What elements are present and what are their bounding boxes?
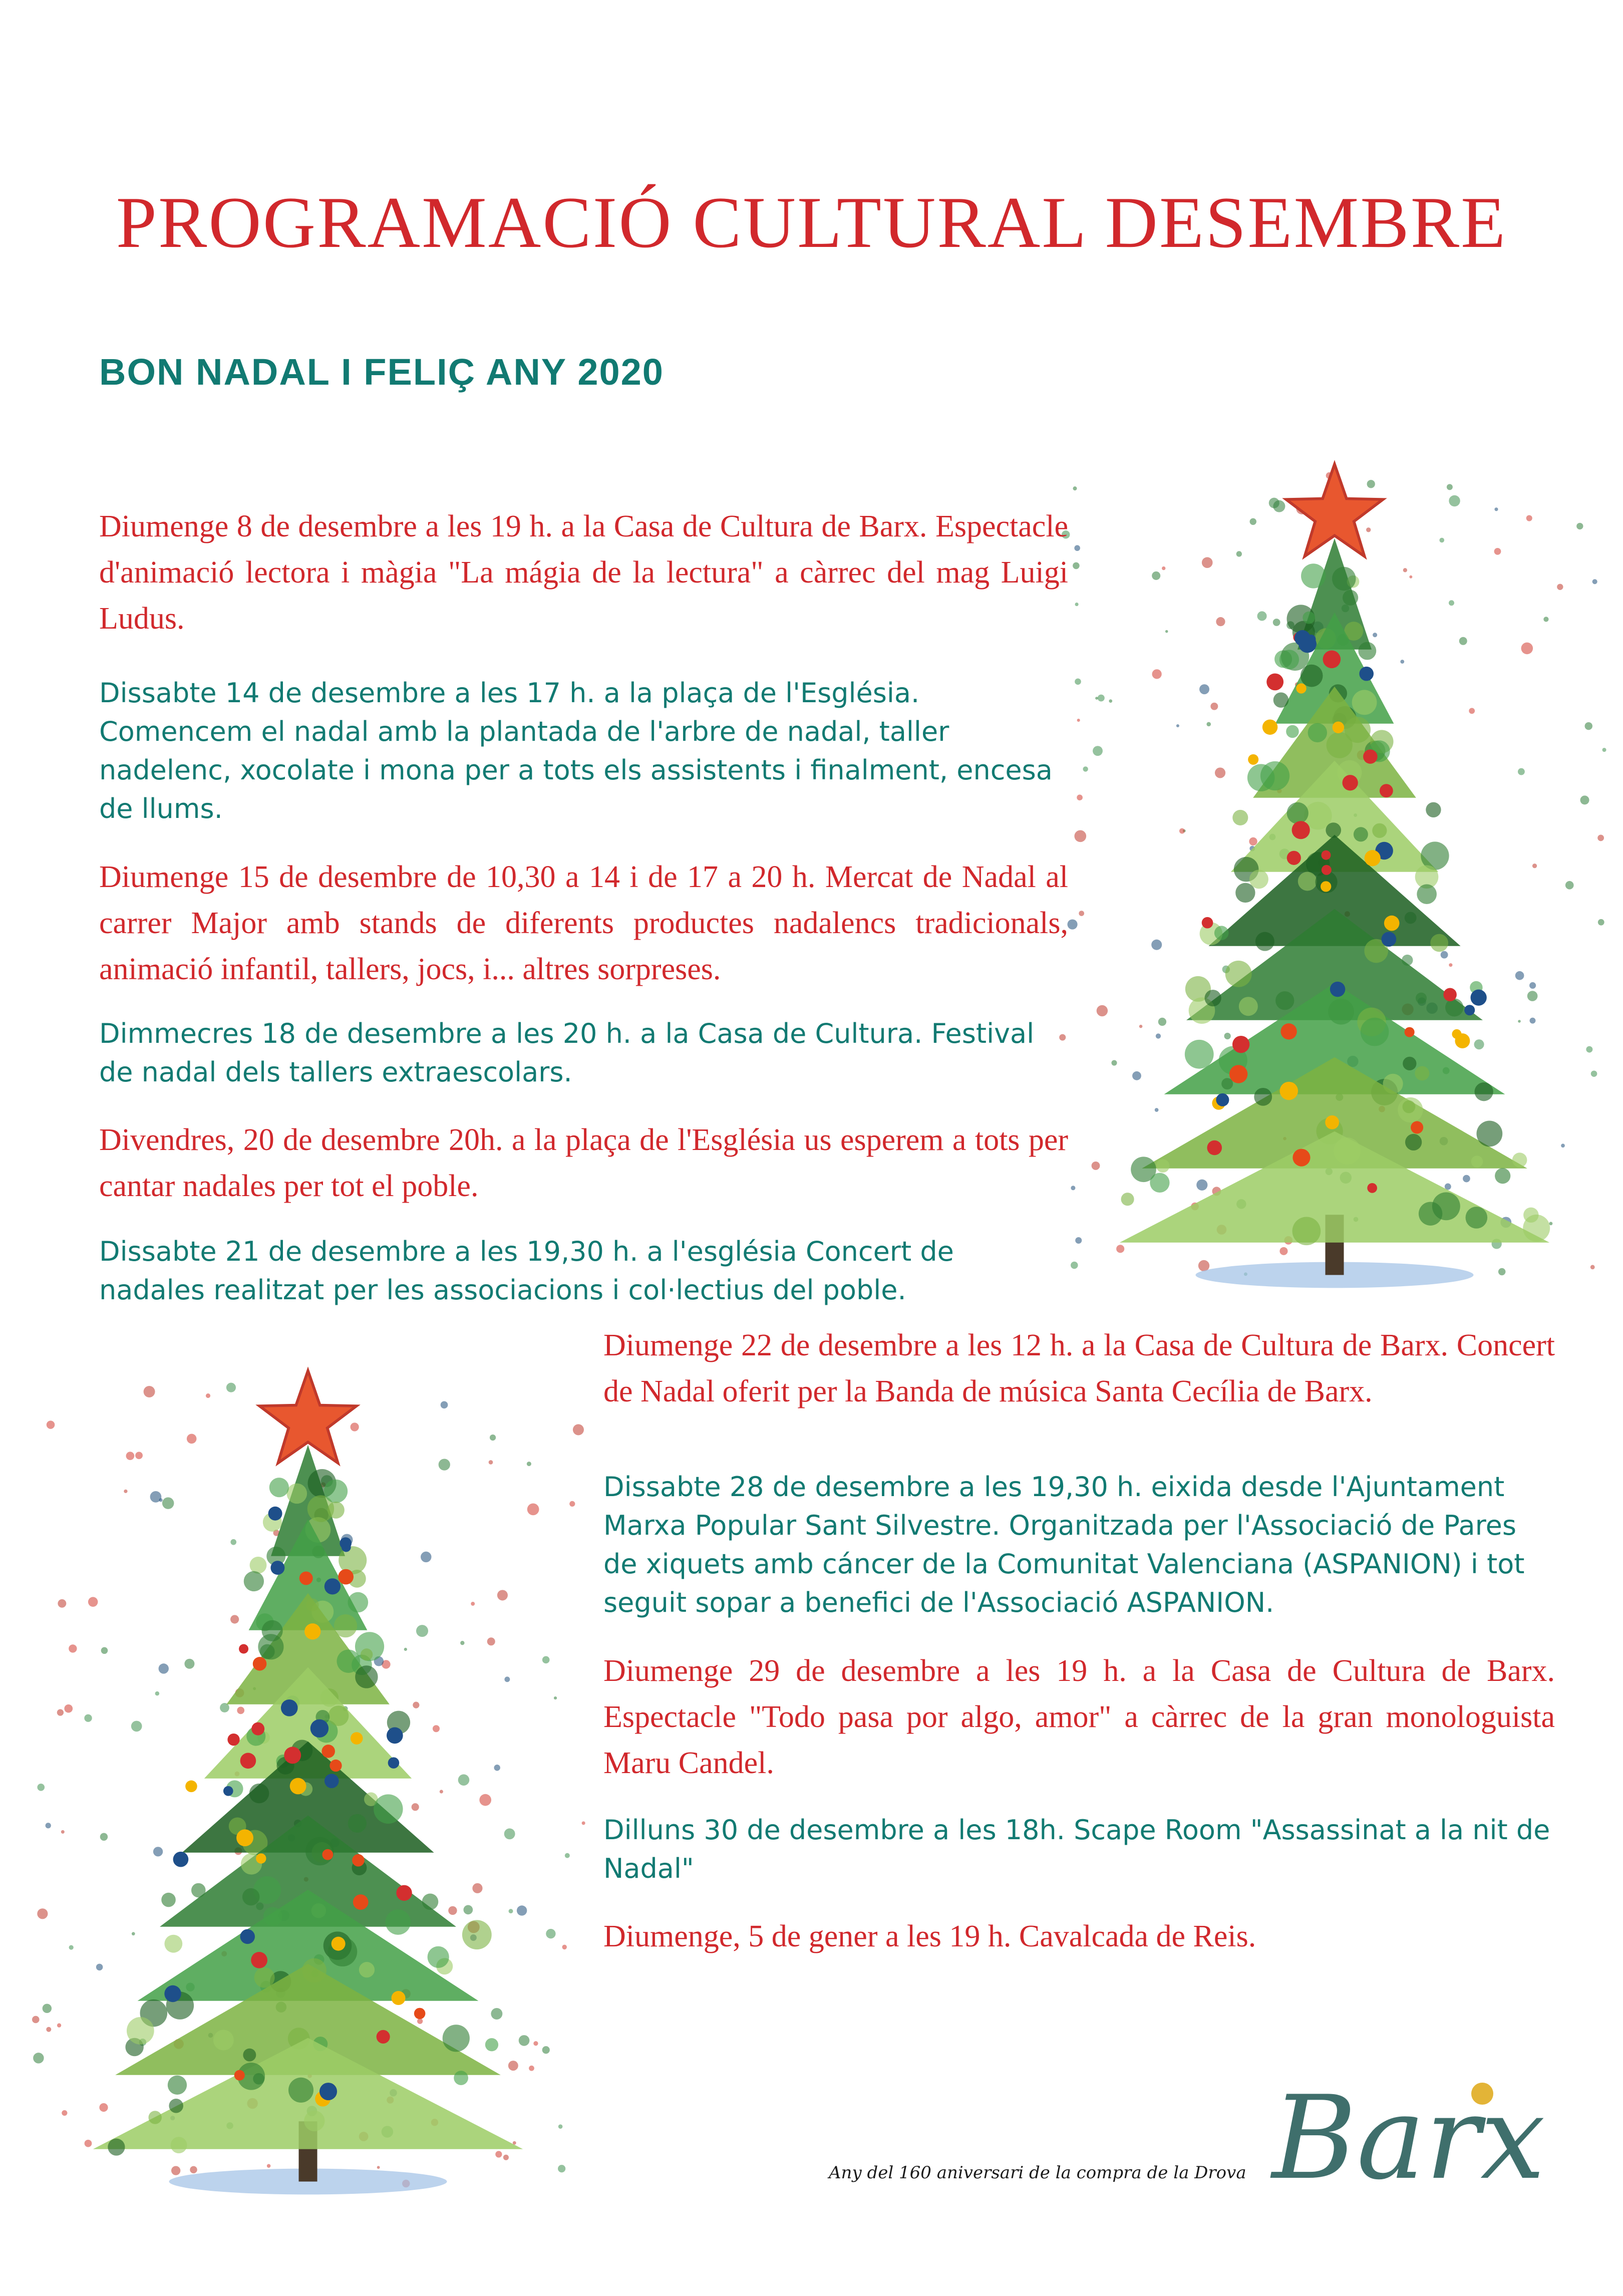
event-item: Dilluns 30 de desembre a les 18h. Scape Room "Assassinat a la nit de Nadal" — [603, 1814, 1550, 1884]
event-item: Dissabte 28 de desembre a les 19,30 h. eixida desde l'Ajuntament Marxa Popular Sant Silvestre. Organitzada per l'Associació de Pares de xiquets amb cáncer de la Comunitat Valenciana (ASPANION) i tot seguit sopar a benefici de l'Associació ASPANION. — [603, 1471, 1525, 1618]
event-item: Dissabte 21 de desembre a les 19,30 h. a l'església Concert de nadales realitzat per les associacions i col·lectius del poble. — [99, 1236, 954, 1306]
event-item: Diumenge 22 de desembre a les 12 h. a la Casa de Cultura de Barx. Concert de Nadal oferit per la Banda de música Santa Cecília de Barx. — [603, 1328, 1555, 1408]
event-item: Divendres, 20 de desembre 20h. a la plaça de l'Església us esperem a tots per cantar nadales per tot el poble. — [99, 1123, 1068, 1203]
event-item: Diumenge 29 de desembre a les 19 h. a la Casa de Cultura de Barx. Espectacle "Todo pasa por algo, amor" a càrrec de la gran monologuista Maru Candel. — [603, 1654, 1555, 1780]
event-item: Dissabte 14 de desembre a les 17 h. a la plaça de l'Església. Comencem el nadal amb la plantada de l'arbre de nadal, taller nadelenc, xocolate i mona per a tots els assistents i finalment, encesa de llums. — [99, 677, 1053, 824]
event-item: Dimmecres 18 de desembre a les 20 h. a la Casa de Cultura. Festival de nadal dels tallers extraescolars. — [99, 1018, 1035, 1088]
barx-logo — [1267, 2059, 1545, 2224]
event-item: Diumenge, 5 de gener a les 19 h. Cavalcada de Reis. — [603, 1919, 1256, 1953]
christmas-tree-icon — [1057, 436, 1612, 1317]
page-subtitle: BON NADAL I FELIÇ ANY 2020 — [99, 351, 664, 393]
logo-text: Barx — [1272, 2072, 1545, 2205]
footer-note: Any del 160 aniversari de la compra de la Drova — [829, 2163, 1246, 2183]
event-item: Diumenge 8 de desembre a les 19 h. a la Casa de Cultura de Barx. Espectacle d'animació lectora i màgia "La mágia de la lectura" a càrrec del mag Luigi Ludus. — [99, 509, 1068, 636]
christmas-tree-icon — [30, 1342, 586, 2224]
event-item: Diumenge 15 de desembre de 10,30 a 14 i de 17 a 20 h. Mercat de Nadal al carrer Major amb stands de diferents productes nadalencs tradicionals, animació infantil, tallers, jocs, i... altres sorpreses. — [99, 860, 1068, 986]
page-title: PROGRAMACIÓ CULTURAL DESEMBRE — [116, 182, 1507, 263]
